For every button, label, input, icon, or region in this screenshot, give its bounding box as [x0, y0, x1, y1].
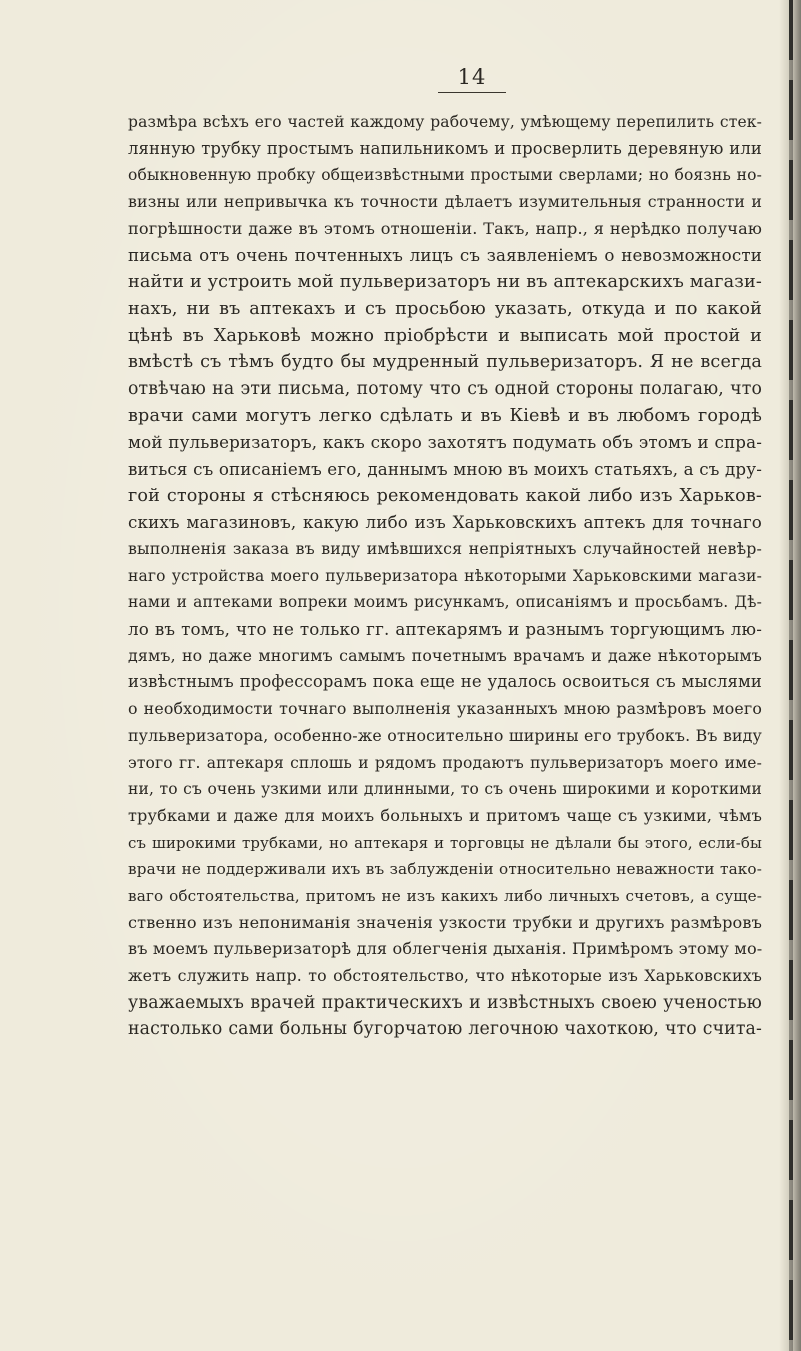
text-line: уважаемыхъ врачей практическихъ и извѣстныхъ своею ученостью	[128, 992, 762, 1013]
text-line: вмѣстѣ съ тѣмъ будто бы мудренный пульверизаторъ. Я не всегда	[128, 352, 762, 373]
text-line: виться съ описаніемъ его, даннымъ мною въ моихъ статьяхъ, а съ дру-	[128, 458, 762, 479]
text-line: обыкновенную пробку общеизвѣстными простыми сверлами; но боязнь но-	[128, 166, 762, 185]
text-line: нами и аптеками вопреки моимъ рисункамъ, описаніямъ и просьбамъ. Дѣ-	[128, 593, 762, 612]
text-line: гой стороны я стѣсняюсь рекомендовать какой либо изъ Харьков-	[128, 485, 762, 506]
text-line: ственно изъ непониманія значенія узкости трубки и другихъ размѣровъ	[128, 912, 762, 932]
text-line: трубками и даже для моихъ больныхъ и притомъ чаще съ узкими, чѣмъ	[128, 805, 762, 825]
text-line: размѣра всѣхъ его частей каждому рабочему, умѣющему перепилить стек-	[128, 113, 762, 131]
text-line: найти и устроить мой пульверизаторъ ни въ аптекарскихъ магази-	[128, 272, 762, 293]
text-line: извѣстнымъ профессорамъ пока еще не удалось освоиться съ мыслями	[128, 672, 762, 692]
page-number: 14	[438, 65, 506, 93]
text-line: мой пульверизаторъ, какъ скоро захотятъ подумать объ этомъ и спра-	[128, 432, 762, 453]
text-line: этого гг. аптекаря сплошь и рядомъ продаютъ пульверизаторъ моего име-	[128, 753, 762, 772]
text-line: о необходимости точнаго выполненія указанныхъ мною размѣровъ моего	[128, 699, 762, 719]
text-line: скихъ магазиновъ, какую либо изъ Харьковскихъ аптекъ для точнаго	[128, 512, 762, 533]
text-line: нахъ, ни въ аптекахъ и съ просьбою указать, откуда и по какой	[128, 298, 762, 319]
text-line: врачи сами могутъ легко сдѣлать и въ Кіевѣ и въ любомъ городѣ	[128, 405, 762, 426]
body-text	[128, 109, 762, 1043]
text-line: наго устройства моего пульверизатора нѣкоторыми Харьковскими магази-	[128, 566, 762, 585]
text-line: жетъ служить напр. то обстоятельство, что нѣкоторые изъ Харьковскихъ	[128, 966, 762, 985]
text-line: ни, то съ очень узкими или длинными, то съ очень широкими и короткими	[128, 780, 762, 799]
text-line: въ моемъ пульверизаторѣ для облегченія дыханія. Примѣромъ этому мо-	[128, 939, 762, 959]
text-line: ваго обстоятельства, притомъ не изъ какихъ либо личныхъ счетовъ, а суще-	[128, 886, 762, 905]
text-line: врачи не поддерживали ихъ въ заблужденіи относительно неважности тако-	[128, 860, 762, 879]
text-line: лянную трубку простымъ напильникомъ и просверлить деревяную или	[128, 138, 762, 158]
text-line: погрѣшности даже въ этомъ отношеніи. Такъ, напр., я нерѣдко получаю	[128, 218, 762, 238]
text-line: визны или непривычка къ точности дѣлаетъ изумительныя странности и	[128, 192, 762, 212]
text-line: дямъ, но даже многимъ самымъ почетнымъ врачамъ и даже нѣкоторымъ	[128, 645, 762, 665]
text-line: настолько сами больны бугорчатою легочною чахоткою, что счита-	[128, 1019, 762, 1040]
text-line: выполненія заказа въ виду имѣвшихся непріятныхъ случайностей невѣр-	[128, 539, 762, 558]
binding-edge	[789, 0, 793, 1351]
text-line: съ широкими трубками, но аптекаря и торговцы не дѣлали бы этого, если-бы	[128, 833, 762, 852]
text-line: отвѣчаю на эти письма, потому что съ одной стороны полагаю, что	[128, 378, 762, 399]
text-line: ло въ томъ, что не только гг. аптекарямъ и разнымъ торгующимъ лю-	[128, 619, 762, 640]
text-line: пульверизатора, особенно-же относительно ширины его трубокъ. Въ виду	[128, 725, 762, 745]
text-line: цѣнѣ въ Харьковѣ можно пріобрѣсти и выписать мой простой и	[128, 325, 762, 346]
text-line: письма отъ очень почтенныхъ лицъ съ заявленіемъ о невозможности	[128, 245, 762, 266]
